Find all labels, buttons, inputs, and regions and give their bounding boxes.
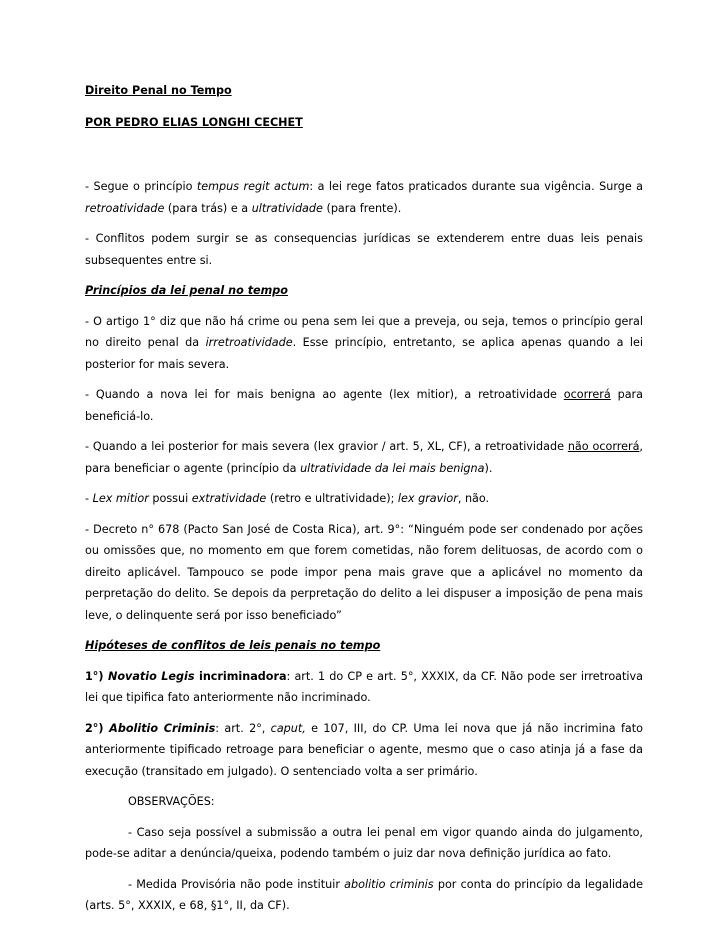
document-page [85, 80, 643, 926]
text: - Medida Provisória não pode instituir [128, 877, 345, 891]
text-italic: abolitio criminis [344, 877, 434, 891]
paragraph-pacto-san-jose: - Decreto n° 678 (Pacto San José de Costa Rica), art. 9°: “Ninguém pode ser condenado por ações ou omissões que, no momento em que forem cometidas, não forem delituosas, de acordo com o direito aplicável. Tampouco se pode impor pena mais grave que a aplicável no momento da perpretação do delito. Se depois da perpretação do delito a lei dispuser a imposição de pena mais leve, o delinquente será por isso beneficiado” [85, 522, 643, 622]
text-italic: retroatividade [85, 201, 165, 215]
text: - Quando a nova lei for mais benigna ao agente (lex mitior), a retroatividade [85, 388, 564, 401]
text: por conta do princípio da legalidade (arts. 5°, XXXIX, e 68, §1°, II, da CF). [85, 877, 643, 912]
paragraph-tempus-regit-actum [85, 176, 643, 219]
text-bold-italic: Abolitio Criminis [109, 721, 216, 735]
text-bold: 2°) [85, 721, 110, 735]
text: : art. 2°, [215, 721, 271, 735]
paragraph-irretroatividade [85, 311, 643, 376]
text-bold-italic: Novatio Legis [108, 669, 195, 683]
text-italic: irretroatividade [205, 336, 293, 349]
text-italic: Lex mitior [92, 492, 149, 505]
text: ). [484, 461, 493, 475]
paragraph-lex-gravior [85, 436, 643, 479]
paragraph-lex-mitior [85, 384, 643, 427]
text-underline: ocorrerá [563, 388, 611, 401]
text-italic: extratividade [191, 492, 267, 505]
section-heading-hipoteses: Hipóteses de conflitos de leis penais no tempo [85, 639, 381, 652]
document-author: POR PEDRO ELIAS LONGHI CECHET [85, 115, 303, 129]
text-italic: ultratividade da lei mais benigna [300, 461, 485, 475]
text: , não. [457, 492, 490, 505]
text: (para frente). [322, 201, 402, 215]
paragraph-observacao-medida-provisoria [85, 874, 643, 917]
paragraph-novatio-legis [85, 666, 643, 709]
text: para beneficiá-lo. [85, 388, 644, 423]
text: e 107, III, do CP. Uma lei nova que já não incrimina fato anteriormente tipificado retroage para beneficiar o agente, mesmo que o caso atinja já a fase da execução (transitado em julgado). O sentenciado volta a ser primário. [85, 721, 643, 778]
text-bold: 1°) [85, 669, 108, 683]
paragraph-observacao-aditamento: - Caso seja possível a submissão a outra lei penal em vigor quando ainda do julgamento, pode-se aditar a denúncia/queixa, podendo também o juiz dar nova definição jurídica ao fato. [85, 825, 643, 860]
text: , para beneficiar o agente (princípio da [85, 440, 643, 475]
text-italic: lex gravior [397, 492, 458, 505]
paragraph-conflitos: - Conflitos podem surgir se as consequencias jurídicas se extenderem entre duas leis penais subsequentes entre si. [85, 232, 643, 267]
text: - Segue o princípio [85, 180, 197, 193]
text-underline: não ocorrerá [567, 440, 640, 453]
text-italic: ultratividade [251, 201, 323, 215]
text: - Quando a lei posterior for mais severa (lex gravior / art. 5, XL, CF), a retroatividade [85, 440, 568, 453]
section-heading-principios: Princípios da lei penal no tempo [85, 284, 288, 297]
text-bold: incriminadora [194, 669, 287, 683]
text: - [85, 492, 93, 505]
text: : a lei rege fatos praticados durante sua vigência. Surge a [309, 180, 643, 193]
document-title: Direito Penal no Tempo [85, 84, 232, 97]
text: (retro e ultratividade); [266, 492, 398, 505]
text-italic: caput, [270, 721, 306, 735]
text: : art. 1 do CP e art. 5°, XXXIX, da CF. Não pode ser irretroativa lei que tipifica fato anteriormente não incriminado. [85, 669, 643, 704]
paragraph-extratividade [85, 488, 643, 510]
text: - O artigo 1° diz que não há crime ou pena sem lei que a preveja, ou seja, temos o princípio geral no direito penal da [85, 314, 643, 349]
paragraph-abolitio-criminis [85, 718, 643, 783]
observacoes-heading: OBSERVAÇÕES: [128, 795, 215, 808]
text: (para trás) e a [164, 201, 252, 215]
text: possui [148, 492, 192, 505]
text: . Esse princípio, entretanto, se aplica apenas quando a lei posterior for mais severa. [85, 336, 643, 371]
text-italic: tempus regit actum [196, 180, 310, 193]
